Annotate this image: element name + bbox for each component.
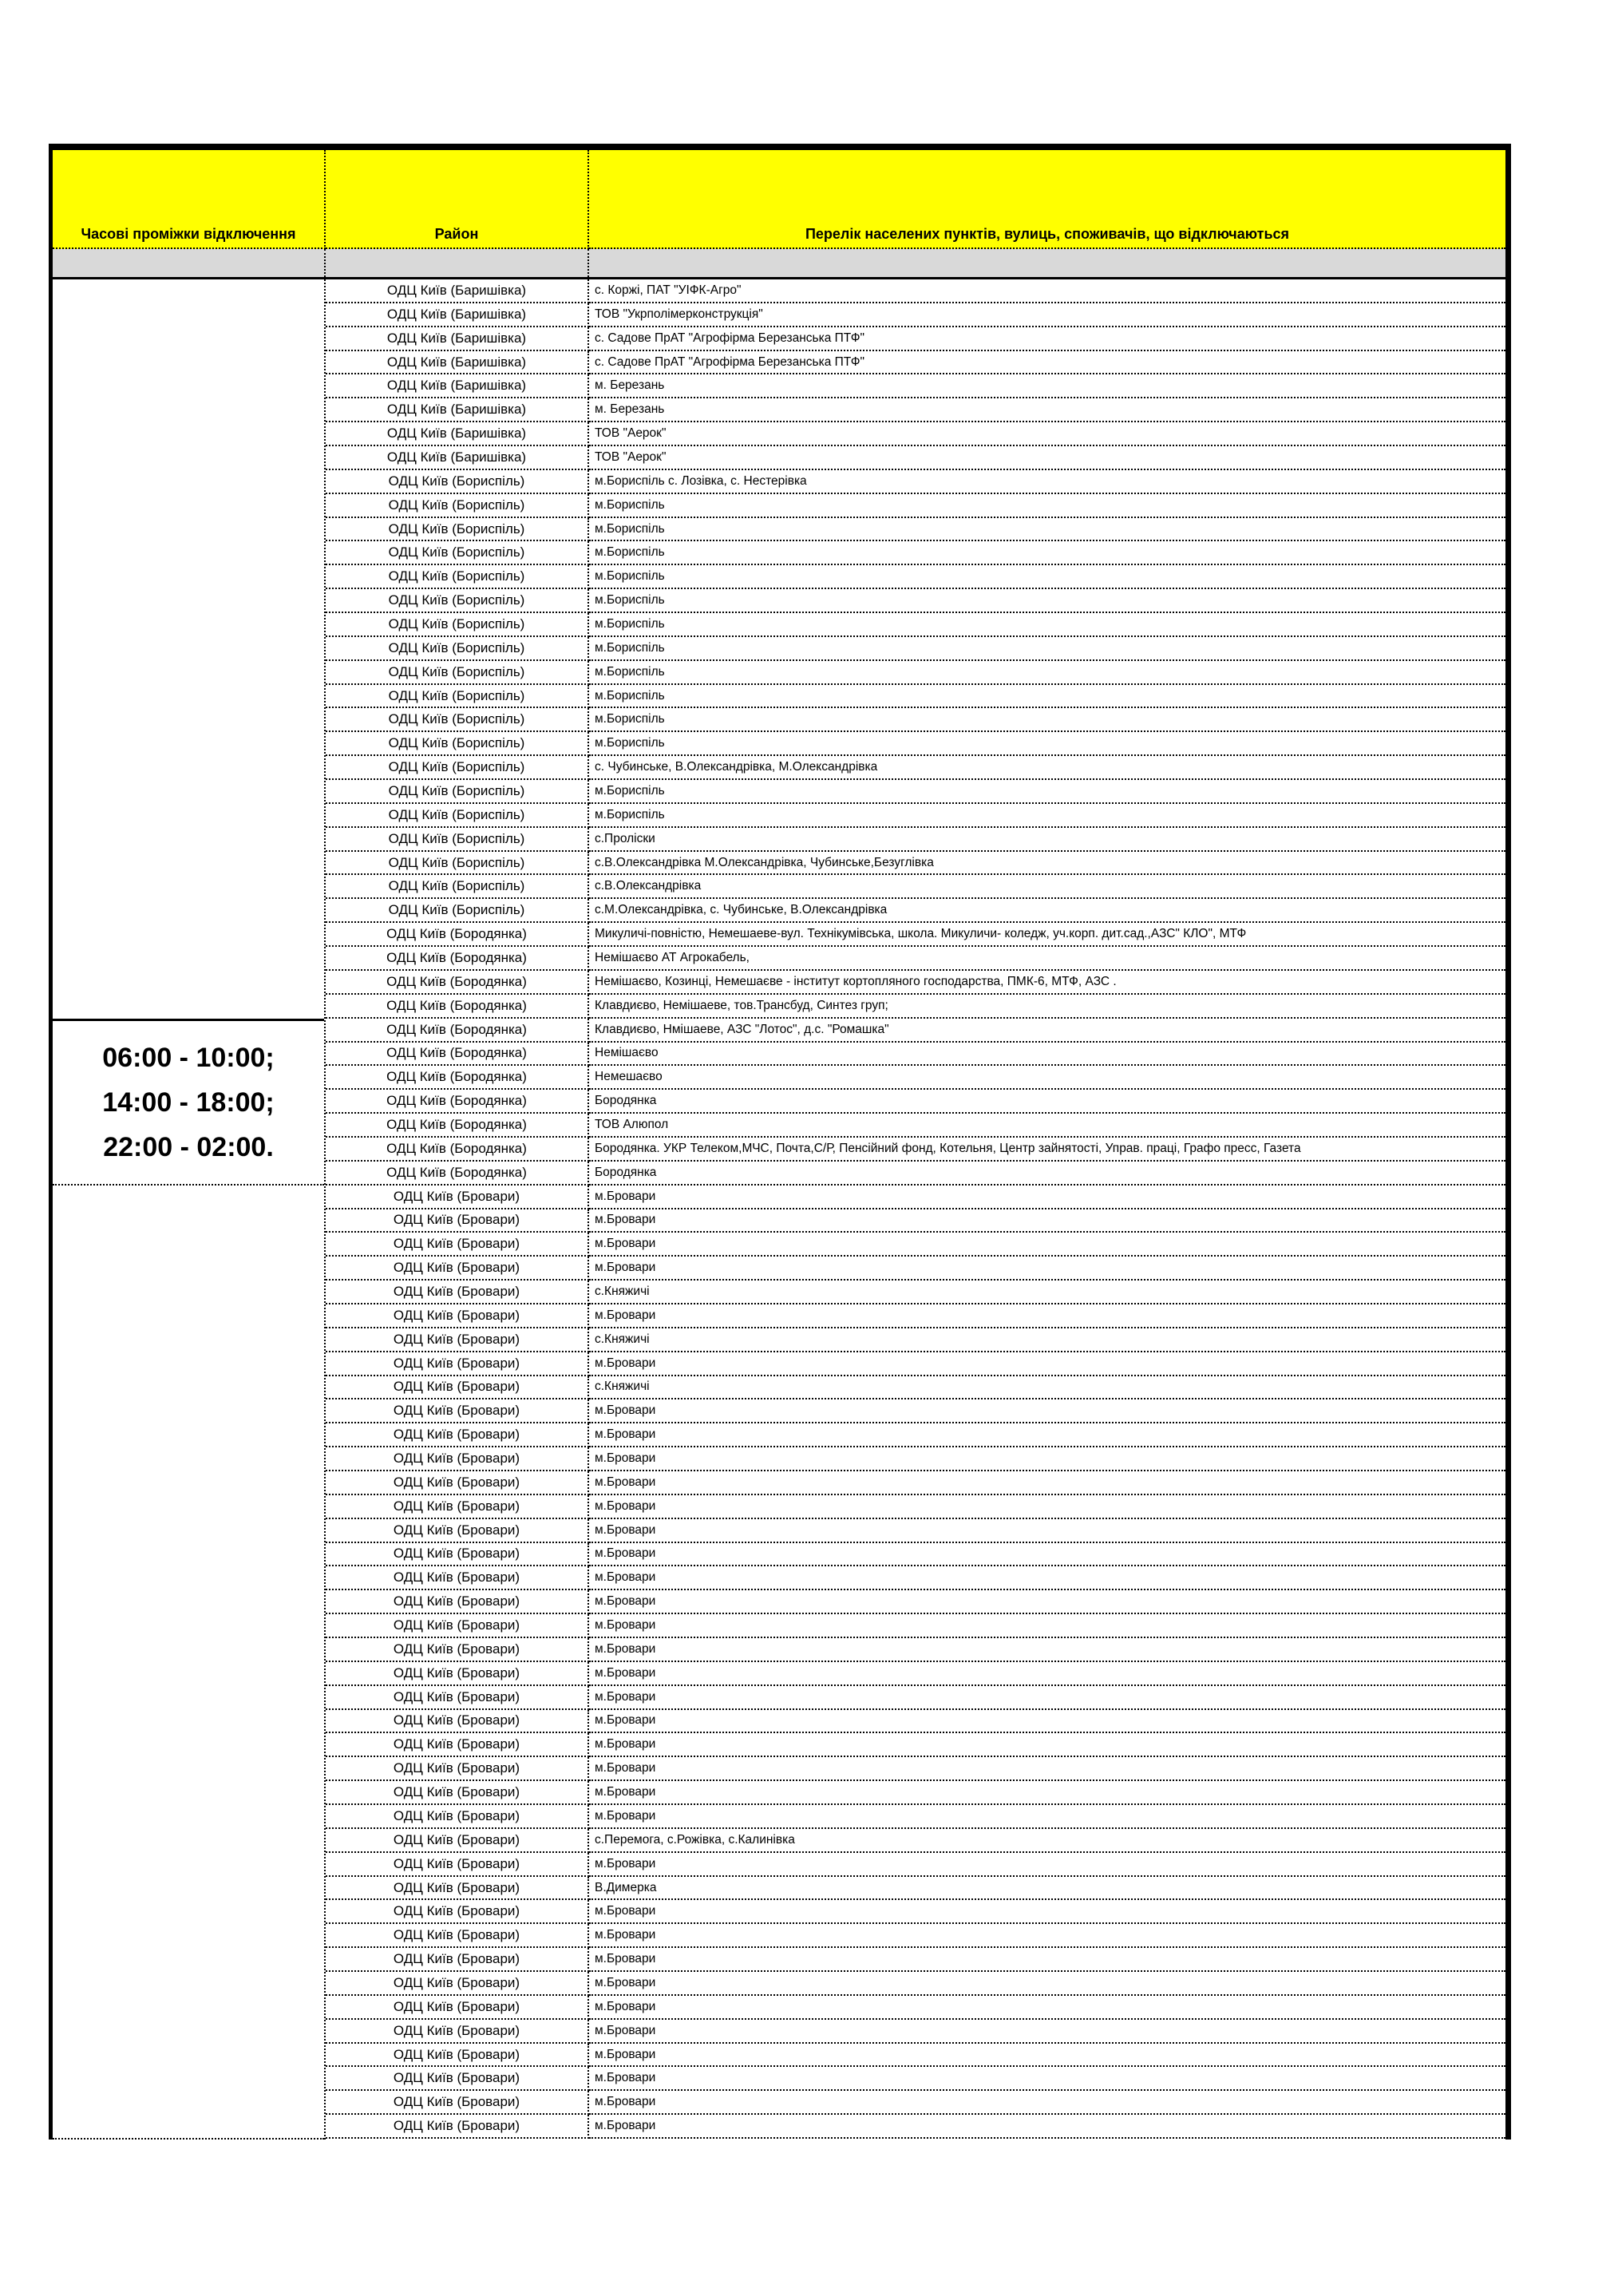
consumers-cell: м.Бориспіль: [589, 708, 1505, 732]
consumers-cell: с.Перемога, с.Рожівка, с.Калинівка: [589, 1829, 1505, 1853]
consumers-cell: м.Бровари: [589, 1590, 1505, 1614]
district-cell: ОДЦ Київ (Баришівка): [326, 327, 589, 351]
district-cell: ОДЦ Київ (Бровари): [326, 1924, 589, 1948]
district-cell: ОДЦ Київ (Бровари): [326, 2020, 589, 2044]
district-cell: ОДЦ Київ (Бородянка): [326, 995, 589, 1019]
consumers-cell: м.Бровари: [589, 1543, 1505, 1567]
district-cell: ОДЦ Київ (Баришівка): [326, 351, 589, 375]
consumers-cell: м.Бориспіль: [589, 613, 1505, 637]
consumers-cell: ТОВ "Аерок": [589, 422, 1505, 446]
district-cell: ОДЦ Київ (Бровари): [326, 1447, 589, 1471]
table-header-row: [53, 150, 1505, 249]
district-cell: ОДЦ Київ (Бориспіль): [326, 661, 589, 685]
consumers-cell: м.Бровари: [589, 1423, 1505, 1447]
consumers-cell: с. Коржі, ПАТ "УІФК-Агро": [589, 279, 1505, 303]
table-body: [53, 279, 1505, 2140]
consumers-cell: ТОВ "Укрполімерконструкція": [589, 303, 1505, 327]
district-cell: ОДЦ Київ (Бровари): [326, 1471, 589, 1495]
district-cell: ОДЦ Київ (Бровари): [326, 1710, 589, 1734]
consumers-cell: Клавдиєво, Нмішаеве, АЗС "Лотос", д.с. "Ромашка": [589, 1019, 1505, 1043]
consumers-cell: м.Бровари: [589, 1805, 1505, 1829]
district-cell: ОДЦ Київ (Бровари): [326, 1376, 589, 1400]
consumers-cell: с.В.Олександрівка: [589, 875, 1505, 899]
time-interval-line: 22:00 - 02:00.: [103, 1132, 274, 1162]
consumers-cell: с. Чубинське, В.Олександрівка, М.Олександрівка: [589, 756, 1505, 780]
district-cell: ОДЦ Київ (Баришівка): [326, 422, 589, 446]
district-cell: ОДЦ Київ (Бориспіль): [326, 875, 589, 899]
consumers-cell: с.М.Олександрівка, с. Чубинське, В.Олександрівка: [589, 899, 1505, 923]
district-cell: ОДЦ Київ (Бородянка): [326, 947, 589, 971]
consumers-cell: м.Бровари: [589, 1710, 1505, 1734]
district-cell: ОДЦ Київ (Бориспіль): [326, 899, 589, 923]
consumers-cell: м.Бровари: [589, 1924, 1505, 1948]
district-cell: ОДЦ Київ (Бориспіль): [326, 804, 589, 828]
consumers-cell: м.Бровари: [589, 1900, 1505, 1924]
consumers-cell: м.Бровари: [589, 1471, 1505, 1495]
district-cell: ОДЦ Київ (Бориспіль): [326, 589, 589, 613]
consumers-cell: м.Бровари: [589, 1186, 1505, 1209]
district-cell: ОДЦ Київ (Бородянка): [326, 1138, 589, 1162]
district-cell: ОДЦ Київ (Бровари): [326, 1519, 589, 1543]
consumers-cell: м.Бровари: [589, 1757, 1505, 1781]
consumers-cell: с. Садове ПрАТ "Агрофірма Березанська ПТФ": [589, 327, 1505, 351]
district-cell: ОДЦ Київ (Бородянка): [326, 1090, 589, 1114]
district-cell: ОДЦ Київ (Бородянка): [326, 1019, 589, 1043]
district-cell: ОДЦ Київ (Бориспіль): [326, 732, 589, 756]
district-cell: ОДЦ Київ (Бровари): [326, 1233, 589, 1257]
time-interval-line: 06:00 - 10:00;: [102, 1043, 275, 1073]
district-cell: ОДЦ Київ (Бровари): [326, 1662, 589, 1686]
consumers-cell: м.Бровари: [589, 2067, 1505, 2091]
district-cell: ОДЦ Київ (Бородянка): [326, 1043, 589, 1067]
consumers-cell: м.Бровари: [589, 2091, 1505, 2115]
consumers-cell: м.Бровари: [589, 1304, 1505, 1328]
district-cell: ОДЦ Київ (Бровари): [326, 1638, 589, 1662]
consumers-cell: В.Димерка: [589, 1877, 1505, 1901]
consumers-cell: м.Бровари: [589, 1209, 1505, 1233]
district-cell: ОДЦ Київ (Баришівка): [326, 303, 589, 327]
consumers-cell: Микуличі-повністю, Немешаеве-вул. Технікумівська, школа. Микуличи- коледж, уч.корп. дит.сад.,АЗС" КЛО", МТФ: [589, 923, 1505, 947]
district-cell: ОДЦ Київ (Бровари): [326, 1304, 589, 1328]
district-cell: ОДЦ Київ (Бровари): [326, 1757, 589, 1781]
consumers-cell: м.Бориспіль: [589, 637, 1505, 661]
district-cell: ОДЦ Київ (Бородянка): [326, 1114, 589, 1138]
consumers-cell: Бородянка: [589, 1090, 1505, 1114]
district-cell: ОДЦ Київ (Бровари): [326, 1781, 589, 1805]
district-cell: ОДЦ Київ (Бориспіль): [326, 518, 589, 542]
district-cell: ОДЦ Київ (Бровари): [326, 2091, 589, 2115]
district-cell: ОДЦ Київ (Бровари): [326, 1495, 589, 1519]
district-cell: ОДЦ Київ (Бровари): [326, 1829, 589, 1853]
separator-row: [53, 249, 1505, 279]
consumers-cell: м.Бровари: [589, 1447, 1505, 1471]
time-column-empty-bottom: [53, 1186, 324, 2140]
district-cell: ОДЦ Київ (Бровари): [326, 1948, 589, 1972]
consumers-cell: м.Бровари: [589, 1638, 1505, 1662]
consumers-cell: м.Бровари: [589, 1257, 1505, 1281]
district-cell: ОДЦ Київ (Бориспіль): [326, 565, 589, 589]
time-column: [53, 279, 326, 2140]
header-consumers-list: Перелік населених пунктів, вулиць, споживачів, що відключаються: [589, 150, 1505, 249]
district-cell: ОДЦ Київ (Бровари): [326, 1209, 589, 1233]
district-cell: ОДЦ Київ (Бровари): [326, 1853, 589, 1877]
consumers-cell: м.Бровари: [589, 1614, 1505, 1638]
consumers-cell: м.Бровари: [589, 1733, 1505, 1757]
consumers-cell: м.Бровари: [589, 1686, 1505, 1710]
consumers-cell: м.Бориспіль с. Лозівка, с. Нестерівка: [589, 470, 1505, 494]
consumers-cell: м.Бровари: [589, 1853, 1505, 1877]
separator-cell-time: [53, 249, 326, 277]
district-cell: ОДЦ Київ (Бровари): [326, 1900, 589, 1924]
outage-schedule-table: [49, 144, 1511, 2140]
consumers-cell: м.Бровари: [589, 1519, 1505, 1543]
district-cell: ОДЦ Київ (Бровари): [326, 2115, 589, 2139]
district-cell: ОДЦ Київ (Бровари): [326, 1543, 589, 1567]
consumers-cell: м.Бориспіль: [589, 804, 1505, 828]
consumers-cell: с.Княжичі: [589, 1376, 1505, 1400]
district-cell: ОДЦ Київ (Бориспіль): [326, 780, 589, 804]
district-cell: ОДЦ Київ (Бориспіль): [326, 828, 589, 852]
district-cell: ОДЦ Київ (Бровари): [326, 1733, 589, 1757]
district-cell: ОДЦ Київ (Бориспіль): [326, 637, 589, 661]
consumers-cell: м.Бровари: [589, 2115, 1505, 2139]
consumers-cell: м.Бровари: [589, 1972, 1505, 1996]
header-district: Район: [326, 150, 589, 249]
consumers-cell: м.Бровари: [589, 1662, 1505, 1686]
consumers-cell: м.Бориспіль: [589, 732, 1505, 756]
district-cell: ОДЦ Київ (Бровари): [326, 1281, 589, 1304]
consumers-cell: м. Березань: [589, 398, 1505, 422]
consumers-cell: с.Княжичі: [589, 1328, 1505, 1352]
consumers-cell: с.В.Олександрівка М.Олександрівка, Чубинське,Безуглівка: [589, 852, 1505, 876]
time-interval-line: 14:00 - 18:00;: [102, 1087, 275, 1118]
consumers-cell: Немішаєво, Козинці, Немешаєве - інститут кортопляного господарства, ПМК-6, МТФ, АЗС .: [589, 971, 1505, 995]
district-cell: ОДЦ Київ (Бровари): [326, 1805, 589, 1829]
district-cell: ОДЦ Київ (Бородянка): [326, 971, 589, 995]
consumers-cell: Клавдиєво, Немішаеве, тов.Трансбуд, Синтез груп;: [589, 995, 1505, 1019]
consumers-cell: м.Бровари: [589, 1399, 1505, 1423]
district-cell: ОДЦ Київ (Бровари): [326, 1614, 589, 1638]
consumers-cell: с.Проліски: [589, 828, 1505, 852]
time-column-empty-top: [53, 279, 324, 1019]
district-cell: ОДЦ Київ (Баришівка): [326, 279, 589, 303]
consumers-cell: м.Бровари: [589, 1495, 1505, 1519]
district-cell: ОДЦ Київ (Бориспіль): [326, 685, 589, 709]
district-cell: ОДЦ Київ (Бровари): [326, 2044, 589, 2068]
district-cell: ОДЦ Київ (Бориспіль): [326, 708, 589, 732]
district-cell: ОДЦ Київ (Бровари): [326, 1352, 589, 1376]
consumers-cell: м.Бориспіль: [589, 780, 1505, 804]
district-cell: ОДЦ Київ (Бориспіль): [326, 494, 589, 518]
consumers-cell: Немішаєво АТ Агрокабель,: [589, 947, 1505, 971]
district-cell: ОДЦ Київ (Бородянка): [326, 1162, 589, 1186]
district-cell: ОДЦ Київ (Бровари): [326, 1423, 589, 1447]
district-cell: ОДЦ Київ (Бровари): [326, 1399, 589, 1423]
district-cell: ОДЦ Київ (Бородянка): [326, 1066, 589, 1090]
rows-grid: [326, 279, 1505, 2140]
consumers-cell: м.Бориспіль: [589, 589, 1505, 613]
district-cell: ОДЦ Київ (Бровари): [326, 1328, 589, 1352]
consumers-cell: м.Бровари: [589, 2020, 1505, 2044]
consumers-cell: м.Бровари: [589, 1233, 1505, 1257]
district-cell: ОДЦ Київ (Бровари): [326, 1972, 589, 1996]
district-cell: ОДЦ Київ (Бориспіль): [326, 541, 589, 565]
separator-cell-district: [326, 249, 589, 277]
consumers-cell: м.Бориспіль: [589, 494, 1505, 518]
consumers-cell: Немешаєво: [589, 1066, 1505, 1090]
district-cell: ОДЦ Київ (Баришівка): [326, 446, 589, 470]
district-cell: ОДЦ Київ (Бровари): [326, 2067, 589, 2091]
district-cell: ОДЦ Київ (Бородянка): [326, 923, 589, 947]
consumers-cell: м.Бровари: [589, 2044, 1505, 2068]
consumers-cell: м.Бориспіль: [589, 661, 1505, 685]
district-cell: ОДЦ Київ (Бровари): [326, 1590, 589, 1614]
district-cell: ОДЦ Київ (Бориспіль): [326, 852, 589, 876]
consumers-cell: м.Бориспіль: [589, 565, 1505, 589]
consumers-cell: м.Бориспіль: [589, 518, 1505, 542]
separator-cell-consumers: [589, 249, 1505, 277]
district-cell: ОДЦ Київ (Бровари): [326, 1566, 589, 1590]
district-cell: ОДЦ Київ (Бориспіль): [326, 613, 589, 637]
consumers-cell: м.Бориспіль: [589, 541, 1505, 565]
consumers-cell: м.Бровари: [589, 1352, 1505, 1376]
consumers-cell: м.Бровари: [589, 1781, 1505, 1805]
district-cell: ОДЦ Київ (Бровари): [326, 1257, 589, 1281]
consumers-cell: м.Бровари: [589, 1566, 1505, 1590]
consumers-cell: Бородянка: [589, 1162, 1505, 1186]
consumers-cell: ТОВ Алюпол: [589, 1114, 1505, 1138]
district-cell: ОДЦ Київ (Бориспіль): [326, 756, 589, 780]
time-intervals-cell: [53, 1019, 324, 1186]
consumers-cell: м.Бровари: [589, 1996, 1505, 2020]
consumers-cell: с.Княжичі: [589, 1281, 1505, 1304]
consumers-cell: м.Бориспіль: [589, 685, 1505, 709]
consumers-cell: м.Бровари: [589, 1948, 1505, 1972]
consumers-cell: Бородянка. УКР Телеком,МЧС, Почта,С/Р, Пенсійний фонд, Котельня, Центр зайнятості, Управ. праці, Графо пресс, Газета: [589, 1138, 1505, 1162]
consumers-cell: Немішаєво: [589, 1043, 1505, 1067]
district-cell: ОДЦ Київ (Баришівка): [326, 398, 589, 422]
district-cell: ОДЦ Київ (Бровари): [326, 1996, 589, 2020]
district-cell: ОДЦ Київ (Баришівка): [326, 374, 589, 398]
district-cell: ОДЦ Київ (Бровари): [326, 1186, 589, 1209]
district-cell: ОДЦ Київ (Бориспіль): [326, 470, 589, 494]
header-time-intervals: Часові проміжки відключення: [53, 150, 326, 249]
consumers-cell: м. Березань: [589, 374, 1505, 398]
consumers-cell: с. Садове ПрАТ "Агрофірма Березанська ПТФ": [589, 351, 1505, 375]
district-cell: ОДЦ Київ (Бровари): [326, 1877, 589, 1901]
consumers-cell: ТОВ "Аерок": [589, 446, 1505, 470]
district-cell: ОДЦ Київ (Бровари): [326, 1686, 589, 1710]
